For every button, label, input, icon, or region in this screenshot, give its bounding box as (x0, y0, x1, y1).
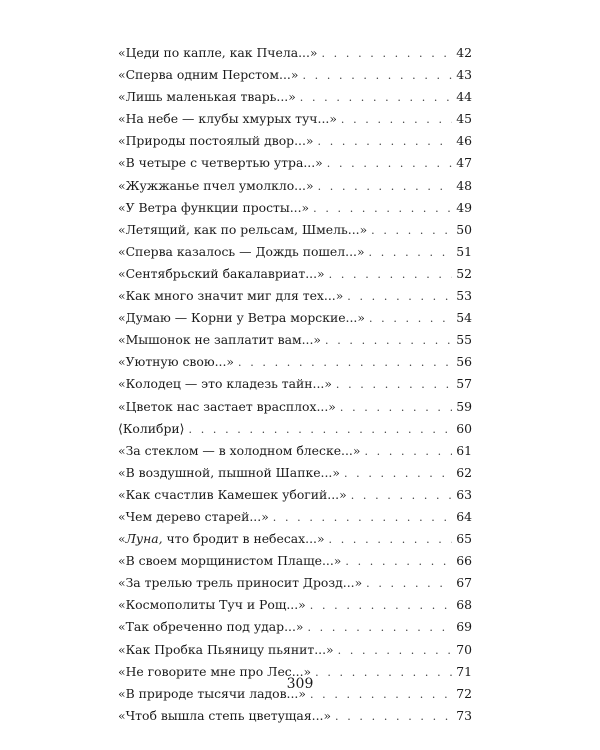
toc-entry-page: 63 (456, 486, 472, 502)
toc-entry-page: 73 (456, 707, 472, 723)
toc-entry-page: 42 (456, 45, 472, 60)
toc-entry (118, 616, 472, 638)
toc-entry (118, 42, 472, 64)
toc-entry-page: 68 (456, 597, 472, 613)
dot-leader (341, 109, 452, 130)
toc-entry-title: «Так обреченно под удар...» (118, 619, 304, 635)
dot-leader (344, 463, 452, 484)
toc-entry-title: «Природы постоялый двор...» (118, 133, 314, 149)
toc-entry-page: 67 (456, 575, 472, 591)
dot-leader (310, 595, 452, 616)
toc-entry-page: 66 (456, 553, 472, 569)
toc-entry-title: «Летящий, как по рельсам, Шмель...» (118, 221, 368, 237)
toc-entry-page: 59 (456, 398, 472, 414)
toc-entry-title: «Сентябрьский бакалавриат...» (118, 265, 325, 281)
toc-entry-page: 65 (456, 531, 472, 547)
toc-entry-page: 55 (456, 332, 472, 348)
toc-entry (118, 108, 472, 130)
toc-entry-page: 72 (456, 685, 472, 701)
dot-leader (313, 198, 452, 219)
table-of-contents (118, 42, 472, 727)
dot-leader (347, 286, 452, 307)
toc-entry-page: 71 (456, 663, 472, 679)
toc-entry (118, 219, 472, 241)
toc-entry (118, 152, 472, 174)
toc-entry-page: 69 (456, 619, 472, 635)
toc-entry-page: 64 (456, 508, 472, 524)
dot-leader (318, 176, 452, 197)
dot-leader (371, 220, 452, 241)
toc-entry (118, 329, 472, 351)
dot-leader (329, 264, 452, 285)
toc-entry (118, 351, 472, 373)
dot-leader (321, 43, 452, 64)
toc-entry (118, 462, 472, 484)
title-open-quote: « (118, 531, 126, 547)
toc-entry-title: «Колодец — это кладезь тайн...» (118, 376, 332, 392)
toc-entry-title: «Уютную свою...» (118, 354, 235, 370)
toc-entry-title: «В воздушной, пышной Шапке...» (118, 464, 340, 480)
toc-entry (118, 594, 472, 616)
toc-entry-page: 53 (456, 288, 472, 304)
dot-leader (329, 529, 452, 550)
toc-entry-page: 47 (456, 155, 472, 171)
dot-leader (335, 706, 452, 727)
toc-entry-page: 50 (456, 221, 472, 237)
toc-entry (118, 506, 472, 528)
toc-entry-page: 54 (456, 310, 472, 326)
toc-entry (118, 285, 472, 307)
toc-entry (118, 440, 472, 462)
toc-entry (118, 241, 472, 263)
dot-leader (345, 551, 452, 572)
toc-entry (118, 130, 472, 152)
toc-entry-title: «В четыре с четвертью утра...» (118, 155, 323, 171)
toc-entry-title: «Не говорите мне про Лес...» (118, 663, 312, 679)
toc-entry-title: «В своем морщинистом Плаще...» (118, 553, 342, 569)
toc-entry-title: «Как Пробка Пьяницу пьянит...» (118, 641, 334, 657)
toc-entry-title: «У Ветра функции просты...» (118, 199, 310, 215)
toc-entry-page: 49 (456, 199, 472, 215)
toc-entry-title: «Цветок нас застает врасплох...» (118, 398, 336, 414)
toc-entry (118, 705, 472, 727)
toc-entry-page: 51 (456, 243, 472, 259)
title-rest: что бродит в небесах...» (162, 531, 325, 547)
dot-leader (307, 617, 452, 638)
toc-entry (118, 307, 472, 329)
toc-entry-page: 60 (456, 420, 472, 436)
page-number: 309 (286, 676, 314, 692)
toc-entry-title: «Думаю — Корни у Ветра морские...» (118, 310, 365, 326)
toc-entry-page: 48 (456, 177, 472, 193)
toc-entry-title: «На небе — клубы хмурых туч...» (118, 111, 337, 127)
toc-entry-page: 45 (456, 111, 472, 127)
dot-leader (302, 65, 452, 86)
dot-leader (238, 352, 452, 373)
dot-leader (369, 242, 452, 263)
toc-entry (118, 373, 472, 395)
toc-entry (118, 64, 472, 86)
toc-entry-page: 43 (456, 67, 472, 83)
dot-leader (189, 419, 453, 440)
toc-entry-page: 56 (456, 354, 472, 370)
toc-entry-title: «Мышонок не заплатит вам...» (118, 332, 322, 348)
dot-leader (318, 131, 452, 152)
toc-entry-title: «За стеклом — в холодном блеске...» (118, 442, 361, 458)
toc-entry (118, 197, 472, 219)
toc-entry-page: 61 (456, 442, 472, 458)
toc-entry-title: «Сперва казалось — Дождь пошел...» (118, 243, 365, 259)
dot-leader (336, 374, 452, 395)
dot-leader (340, 397, 452, 418)
toc-entry (118, 86, 472, 108)
toc-entry-title: ⟨Колибри⟩ (118, 420, 185, 436)
dot-leader (338, 640, 452, 661)
toc-entry (118, 639, 472, 661)
toc-entry (118, 550, 472, 572)
toc-entry (118, 175, 472, 197)
toc-entry (118, 418, 472, 440)
toc-entry-title: «Как счастлив Камешек убогий...» (118, 486, 347, 502)
toc-entry-title (118, 528, 329, 550)
title-italic-word: Луна, (125, 531, 163, 547)
toc-entry-title: «Лишь маленькая тварь...» (118, 89, 296, 105)
toc-entry-title: «Чтоб вышла степь цветущая...» (118, 707, 332, 723)
toc-entry-page: 57 (456, 376, 472, 392)
dot-leader (351, 485, 452, 506)
toc-entry (118, 396, 472, 418)
dot-leader (369, 308, 452, 329)
dot-leader (327, 153, 452, 174)
toc-entry-page: 62 (456, 464, 472, 480)
toc-entry (118, 484, 472, 506)
toc-entry (118, 263, 472, 285)
toc-entry (118, 528, 472, 550)
toc-entry-title: «Как много значит миг для тех...» (118, 288, 344, 304)
dot-leader (300, 87, 452, 108)
dot-leader (325, 330, 452, 351)
toc-entry-title: «Цеди по капле, как Пчела...» (118, 45, 318, 60)
toc-entry-page: 52 (456, 265, 472, 281)
toc-entry-title: «Чем дерево старей...» (118, 508, 269, 524)
toc-entry-title: «Космополиты Туч и Рощ...» (118, 597, 306, 613)
toc-entry-title: «В природе тысячи ладов...» (118, 685, 306, 701)
toc-entry (118, 572, 472, 594)
dot-leader (366, 573, 452, 594)
dot-leader (273, 507, 452, 528)
toc-entry-page: 46 (456, 133, 472, 149)
toc-entry-title: «Сперва одним Перстом...» (118, 67, 299, 83)
toc-entry-page: 44 (456, 89, 472, 105)
toc-entry-title: «За трелью трель приносит Дрозд...» (118, 575, 363, 591)
toc-entry-page: 70 (456, 641, 472, 657)
toc-entry-title: «Жужжанье пчел умолкло...» (118, 177, 314, 193)
dot-leader (364, 441, 452, 462)
